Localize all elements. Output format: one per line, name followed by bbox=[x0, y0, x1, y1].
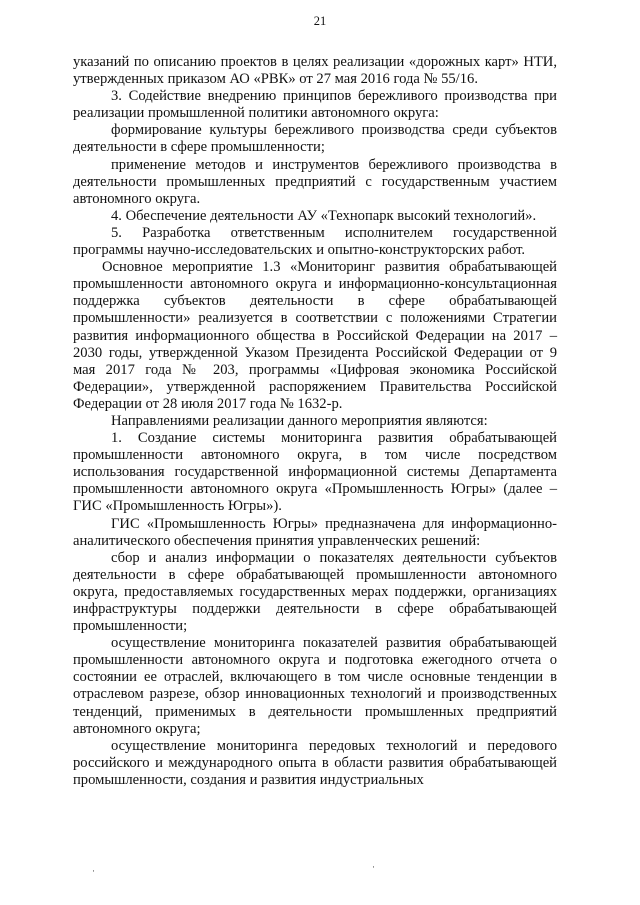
paragraph-12: осуществление мониторинга показателей развития обрабатывающей промышленности автономного округа и подготовка ежегодного отчета о состоянии ее отраслей, включающего в том числе основные тенденции в отраслевом разрезе, обзор инновационных технологий и производственных тенденций, применимых в деятельности промышленных предприятий автономного округа; bbox=[73, 635, 557, 737]
paragraph-8: Направлениями реализации данного мероприятия являются: bbox=[111, 412, 488, 429]
paragraph-9: 1. Создание системы мониторинга развития обрабатывающей промышленности автономного округа, в том числе посредством использования государственной информационной системы Департамента промышленности автономного округа «Промышленность Югры» (далее – ГИС «Промышленность Югры»). bbox=[73, 430, 557, 515]
scan-speck: · bbox=[92, 866, 95, 876]
paragraph-6: 5. Разработка ответственным исполнителем государственной программы научно-исследовательских и опытно-конструкторских работ. bbox=[73, 224, 557, 259]
paragraph-5: 4. Обеспечение деятельности АУ «Технопарк высокий технологий». bbox=[111, 207, 537, 224]
paragraph-13: осуществление мониторинга передовых технологий и передового российского и международного опыта в области развития обрабатывающей промышленности, создания и развития индустриальных bbox=[73, 737, 557, 788]
paragraph-7: Основное мероприятие 1.3 «Мониторинг развития обрабатывающей промышленности автономного округа и информационно-консультационная поддержка субъектов деятельности в сфере обрабатывающей промышленности» реализуется в соответствии с положениями Стратегии развития информационного общества в Российской Федерации на 2017 – 2030 годы, утвержденной Указом Президента Российской Федерации от 9 мая 2017 года № 203, программы «Цифровая экономика Российской Федерации», утвержденной распоряжением Правительства Российской Федерации от 28 июля 2017 года № 1632-р. bbox=[73, 259, 557, 412]
paragraph-2: 3. Содействие внедрению принципов бережливого производства при реализации промышленной политики автономного округа: bbox=[73, 88, 557, 122]
scan-speck: · bbox=[372, 862, 375, 872]
paragraph-1: указаний по описанию проектов в целях реализации «дорожных карт» НТИ, утвержденных приказом АО «РВК» от 27 мая 2016 года № 55/16. bbox=[73, 54, 557, 88]
paragraph-11: сбор и анализ информации о показателях деятельности субъектов деятельности в сфере обрабатывающей промышленности автономного округа, предоставляемых государственных мерах поддержки, организациях инфраструктуры поддержки деятельности в сфере обрабатывающей промышленности; bbox=[73, 549, 557, 635]
page-number: 21 bbox=[313, 14, 327, 28]
paragraph-4: применение методов и инструментов бережливого производства в деятельности промышленных предприятий с государственным участием автономного округа. bbox=[73, 156, 557, 207]
paragraph-10: ГИС «Промышленность Югры» предназначена для информационно-аналитического обеспечения принятия управленческих решений: bbox=[73, 515, 557, 549]
paragraph-3: формирование культуры бережливого производства среди субъектов деятельности в сфере промышленности; bbox=[73, 122, 557, 156]
body-text bbox=[73, 54, 557, 789]
